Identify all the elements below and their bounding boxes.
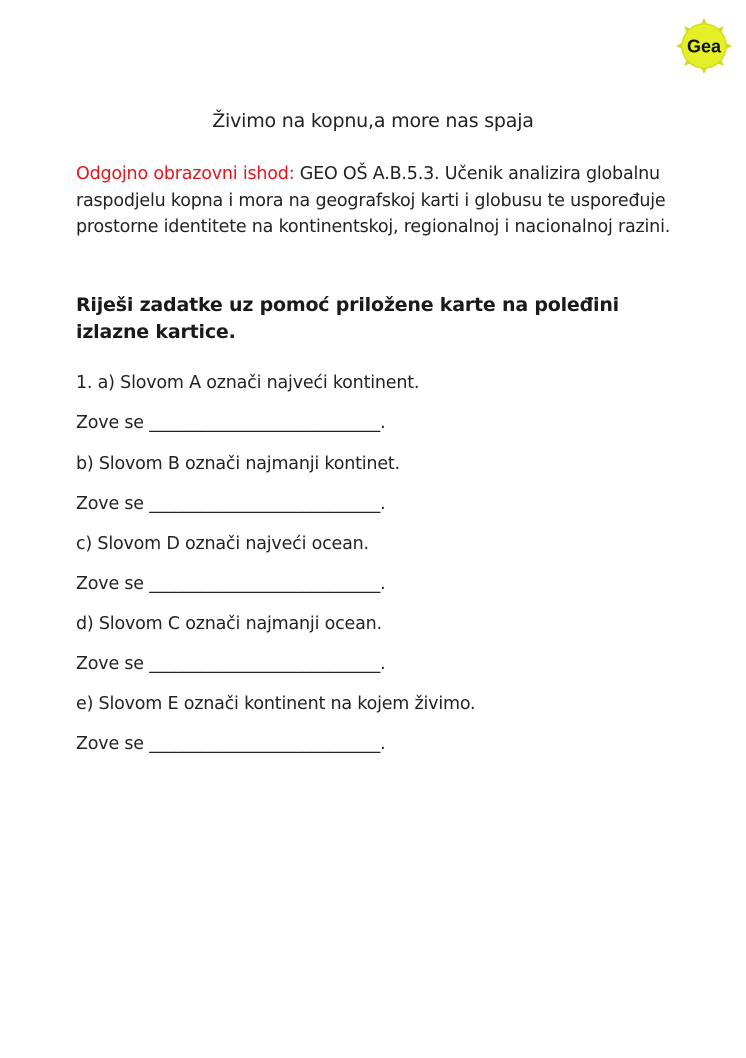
logo-text: Gea — [686, 36, 722, 57]
instruction-text: Riješi zadatke uz pomoć priložene karte na poleđini izlazne kartice. — [76, 294, 619, 343]
gea-logo-icon — [676, 18, 732, 74]
outcome-text: GEO OŠ A.B.5.3. Učenik analizira globalnu raspodjelu kopna i mora na geografskoj karti i globusu te uspoređuje prostorne identitete na kontinentskoj, regionalnoj i nacionalnoj razini. — [76, 164, 671, 237]
task-d-question: d) Slovom C označi najmanji ocean. — [76, 614, 382, 634]
gea-logo — [676, 18, 732, 74]
task-d-answer-line: Zove se ___________________________. — [76, 654, 386, 674]
task-e-question: e) Slovom E označi kontinent na kojem živimo. — [76, 694, 476, 714]
task-b-question: b) Slovom B označi najmanji kontinet. — [76, 454, 400, 474]
outcome-label: Odgojno obrazovni ishod: — [76, 164, 295, 184]
task-b-answer-line: Zove se ___________________________. — [76, 494, 386, 514]
task-c-answer-line: Zove se ___________________________. — [76, 574, 386, 594]
task-a-answer-line: Zove se ___________________________. — [76, 413, 386, 433]
learning-outcome — [76, 161, 676, 241]
task-e-answer-line: Zove se ___________________________. — [76, 734, 386, 754]
task-a-question: 1. a) Slovom A označi najveći kontinent. — [76, 373, 420, 393]
task-c-question: c) Slovom D označi najveći ocean. — [76, 534, 369, 554]
page-title: Živimo na kopnu,a more nas spaja — [212, 110, 534, 132]
